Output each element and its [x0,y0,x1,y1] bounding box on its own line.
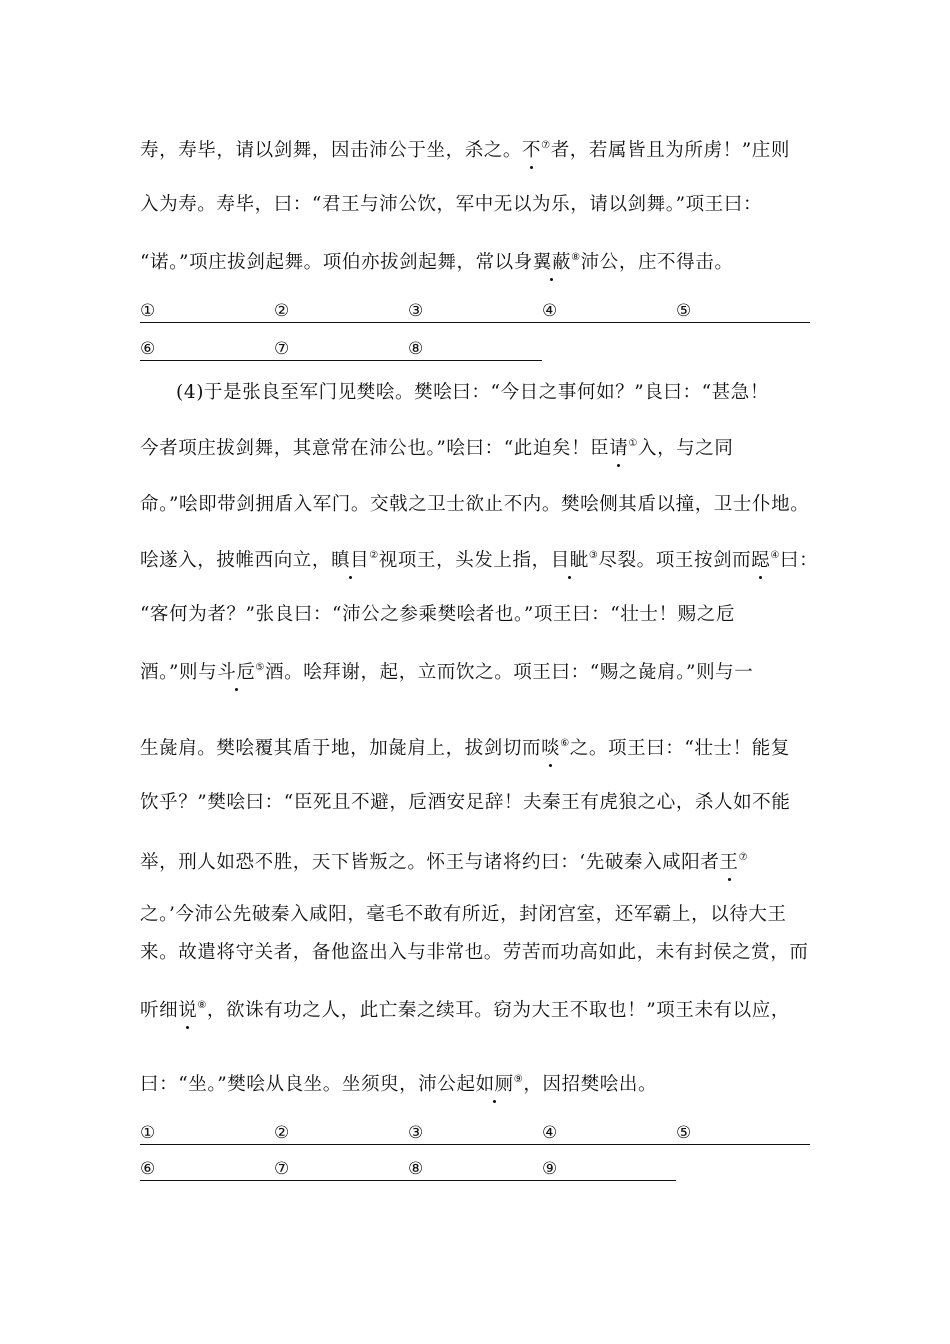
blank-number: ③ [408,301,424,321]
text-line [140,434,733,460]
blank-number: ⑥ [140,1159,156,1179]
blank-number: ⑤ [676,301,692,321]
text-run: 酒。”则与 [140,662,218,683]
text-run: “诺。”项庄拔剑起舞。项伯亦拔剑起舞，常以身 [140,252,533,273]
note-marker: ⑧ [197,1000,207,1011]
text-line [140,136,790,162]
blank-number: ⑨ [542,1159,558,1179]
answer-blanks-row [140,338,542,361]
text-line: “客何为者？”张良曰：“沛公之参乘樊哙者也。”项王曰：“壮士！赐之卮 [140,604,735,625]
blank-number: ⑤ [676,1123,692,1143]
text-run: 入，与之同 [637,438,734,459]
text-line: 命。”哙即带剑拥盾入军门。交戟之卫士欲止不内。樊哙侧其盾以撞，卫士仆地。 [140,494,810,515]
blank-number: ⑦ [274,339,290,359]
emphasized-word: 翼蔽 [533,248,571,274]
blank-number: ④ [542,301,558,321]
blank-number: ⑧ [408,339,424,359]
text-run: 寿，寿毕，请以剑舞，因击沛公于坐，杀之。 [140,140,523,161]
text-run: 视项王，头发上指， [378,550,551,571]
text-line [140,546,818,572]
text-run: 之。项王曰：“壮士！能复 [569,738,790,759]
emphasized-word: 不 [522,136,541,162]
text-run: 今者项庄拔剑舞，其意常在沛公也。”哙曰：“此迫矣！臣 [140,438,610,459]
text-run: 曰：“坐。”樊哙从良坐。坐须臾，沛公起 [140,1074,476,1095]
text-line [140,1070,657,1096]
text-line [140,848,748,874]
text-run: 听细 [140,1000,179,1021]
text-line: 入为寿。寿毕，曰：“君王与沛公饮，军中无以为乐，请以剑舞。”项王曰： [140,194,763,215]
note-marker: ② [369,550,379,561]
note-marker: ① [628,438,638,449]
text-run: 哙遂入，披帷西向立， [140,550,332,571]
text-run: 者，若属皆且为所虏！”庄则 [550,140,790,161]
answer-blanks-row [140,1158,676,1181]
text-run: 生彘肩。樊哙覆其盾于地，加彘肩上，拔剑切而 [140,738,542,759]
answer-blanks-row [140,1122,810,1145]
emphasized-word: 斗卮 [217,658,255,684]
text-line: 之。’今沛公先破秦入咸阳，毫毛不敢有所近，封闭宫室，还军霸上，以待大王 [140,904,787,925]
blank-number: ① [140,301,156,321]
blank-number: ⑦ [274,1159,290,1179]
text-run: 举，刑人如恐不胜，天下皆叛之。怀王与诸将约曰：‘先破秦入咸阳者 [140,852,720,873]
text-line [140,996,790,1022]
note-marker: ③ [588,550,599,561]
text-run: 曰： [779,550,819,571]
text-line [140,248,733,274]
emphasized-word: 王 [719,848,738,874]
emphasized-word: 啖 [541,734,560,760]
note-marker: ⑤ [255,662,265,673]
note-marker: ⑦ [541,140,551,151]
blank-number: ② [274,1123,290,1143]
blank-number: ⑥ [140,339,156,359]
answer-blanks-row [140,300,810,323]
text-run: 尽裂。项王按剑而 [598,550,752,571]
emphasized-word: 如厕 [476,1070,514,1096]
emphasized-word: 目眦 [551,546,589,572]
blank-number: ① [140,1123,156,1143]
note-marker: ⑨ [513,1074,524,1085]
text-line: (4)于是张良至军门见樊哙。樊哙曰：“今日之事何如？”良曰：“甚急！ [176,382,769,403]
text-run: ，欲诛有功之人，此亡秦之续耳。窃为大王不取也！”项王未有以应， [206,1000,790,1021]
emphasized-word: 请 [609,434,628,460]
blank-number: ⑧ [408,1159,424,1179]
text-run: ，因招樊哙出。 [523,1074,658,1095]
blank-number: ④ [542,1123,558,1143]
text-line [140,658,753,684]
note-marker: ⑦ [738,852,749,863]
text-run: 酒。哙拜谢，起，立而饮之。项王曰：“赐之彘肩。”则与一 [265,662,754,683]
emphasized-word: 说 [178,996,197,1022]
text-run: 沛公，庄不得击。 [580,252,734,273]
text-line [140,734,790,760]
blank-number: ② [274,301,290,321]
blank-number: ③ [408,1123,424,1143]
emphasized-word: 瞋目 [331,546,369,572]
note-marker: ④ [770,550,780,561]
text-line: 饮乎？”樊哙曰：“臣死且不避，卮酒安足辞！夫秦王有虎狼之心，杀人如不能 [140,792,791,813]
note-marker: ⑥ [560,738,570,749]
text-line: 来。故遣将守关者，备他盗出入与非常也。劳苦而功高如此，未有封侯之赏，而 [140,942,809,963]
emphasized-word: 跽 [751,546,770,572]
note-marker: ⑧ [571,252,581,263]
